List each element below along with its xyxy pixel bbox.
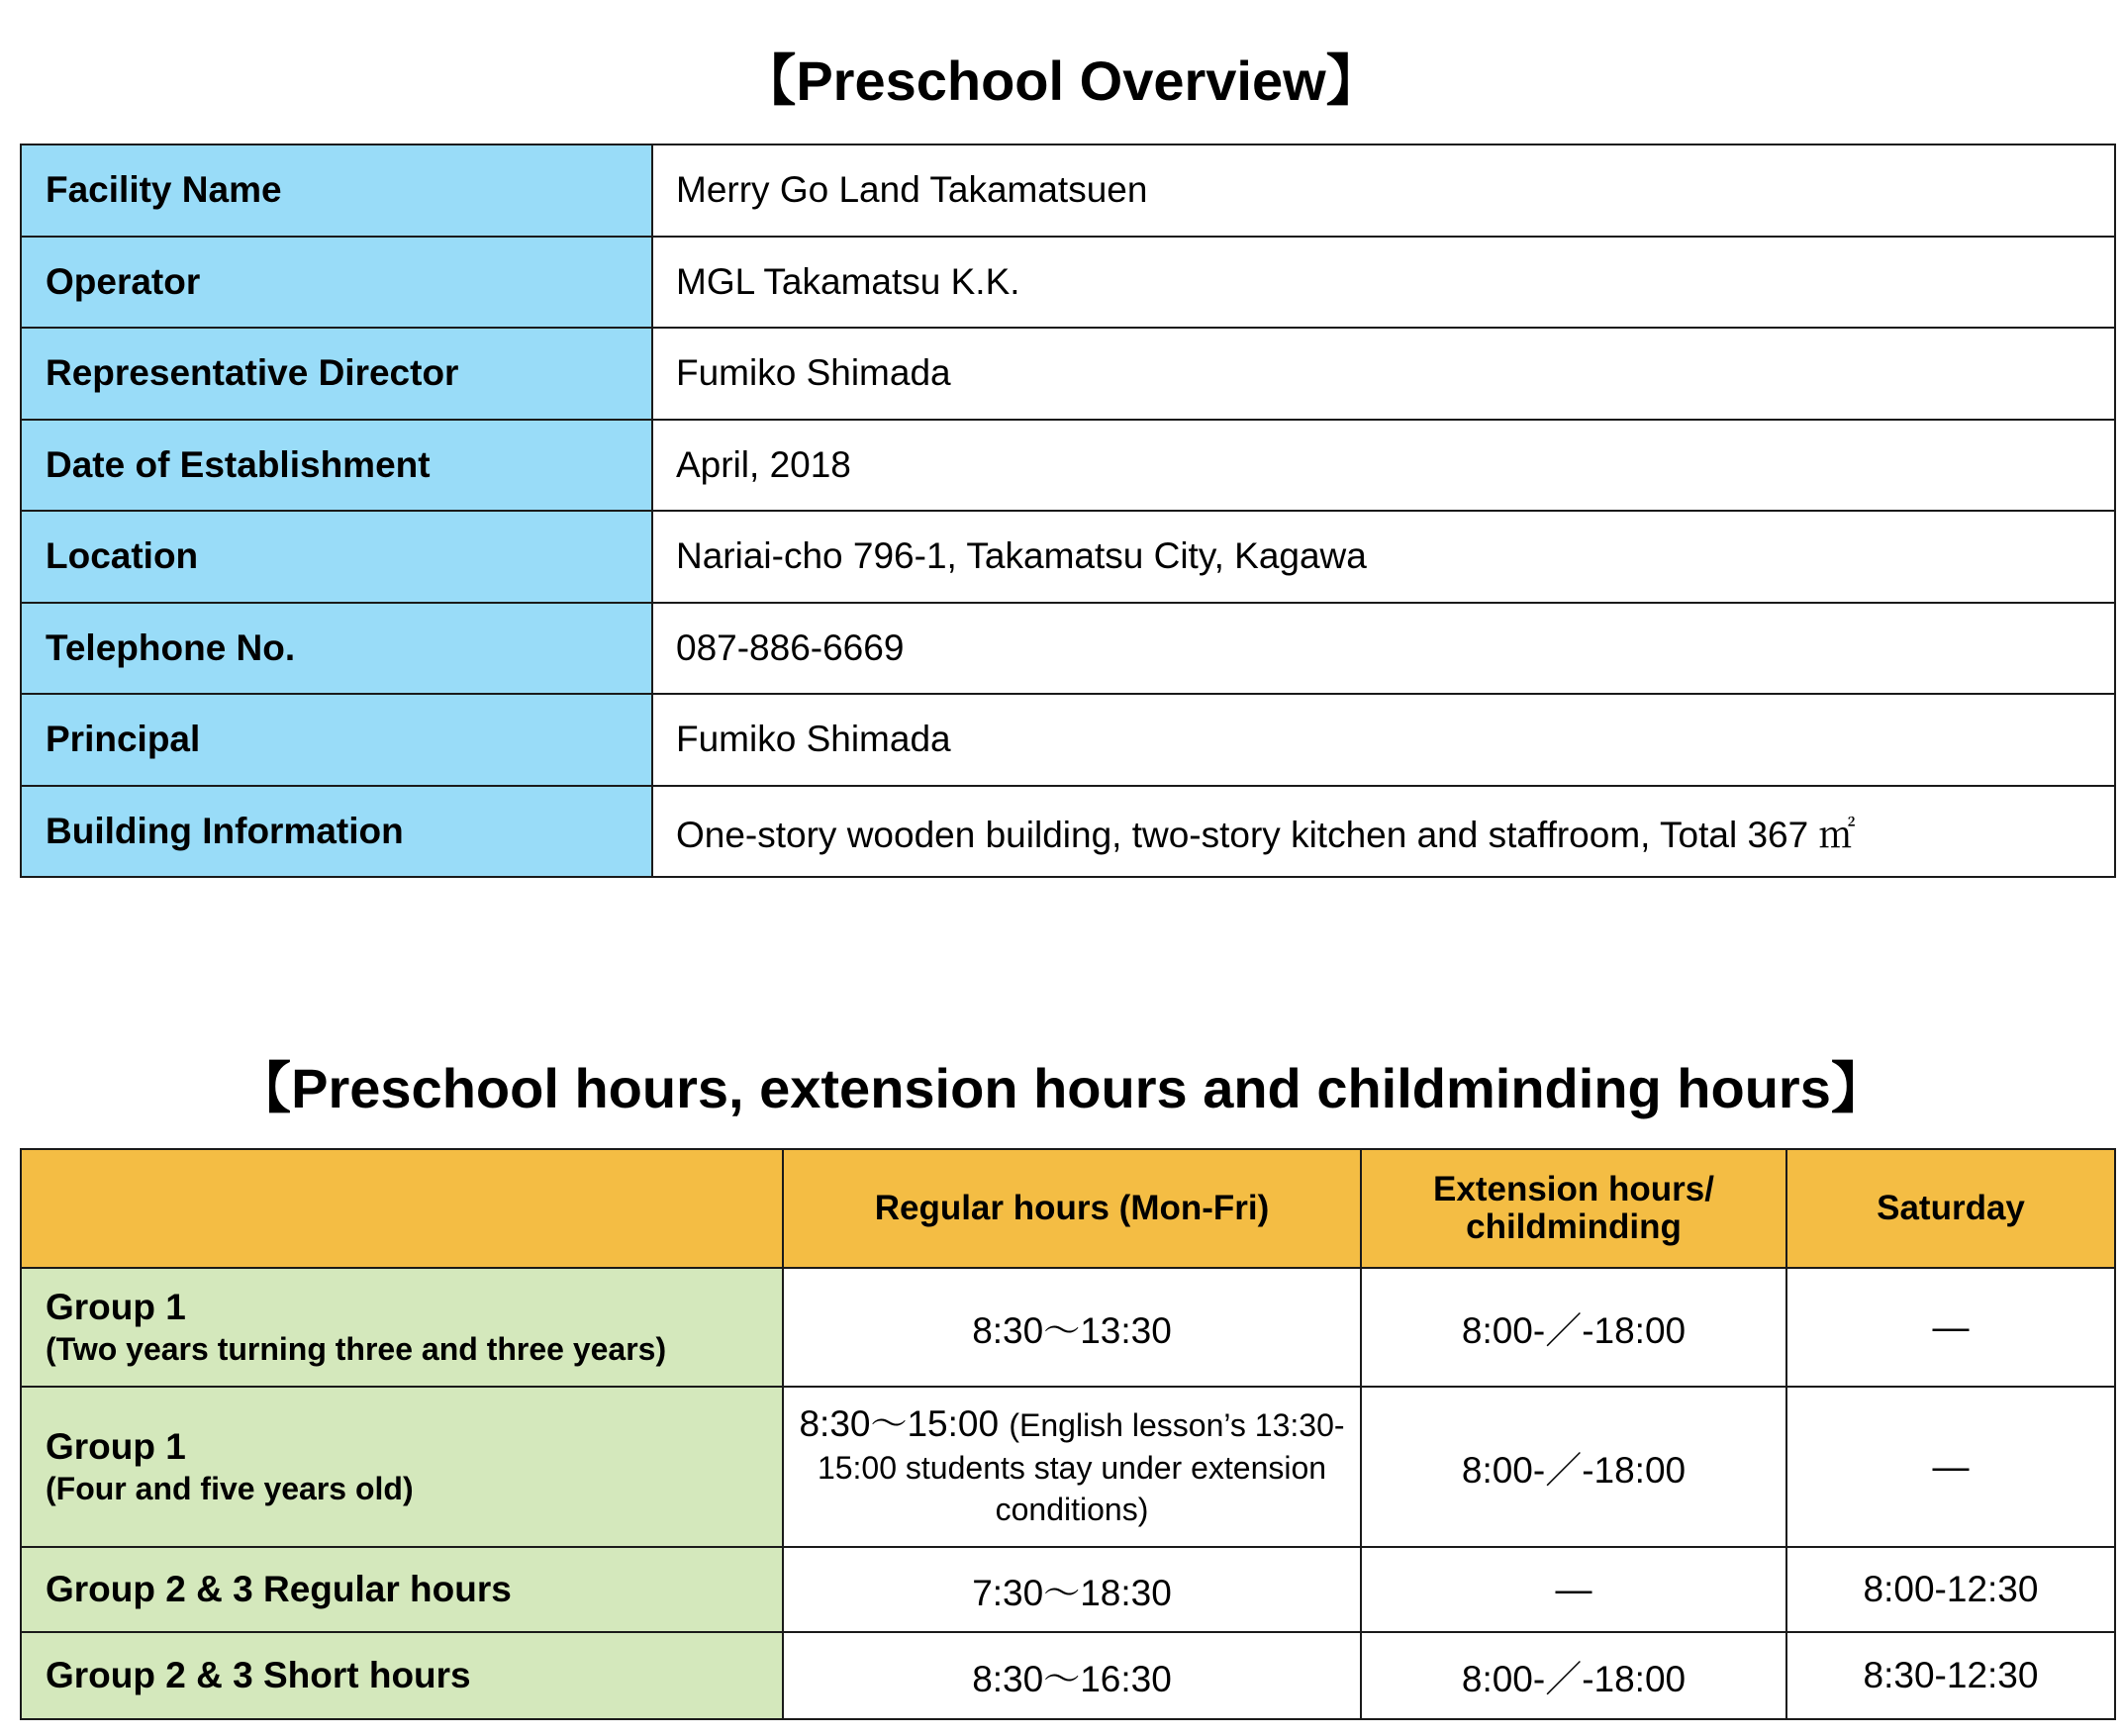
overview-value: April, 2018 — [652, 420, 2115, 512]
overview-row-principal — [21, 694, 2115, 786]
overview-label: Operator — [21, 237, 652, 329]
hours-cell-extension: 8:00-／-18:00 — [1361, 1632, 1786, 1719]
hours-row-label — [21, 1387, 783, 1547]
overview-value: Fumiko Shimada — [652, 694, 2115, 786]
hours-row-label-main: Group 1 — [46, 1286, 186, 1327]
hours-header-saturday: Saturday — [1786, 1149, 2115, 1268]
hours-cell-regular: 7:30～18:30 — [783, 1547, 1361, 1632]
overview-label: Representative Director — [21, 328, 652, 420]
hours-row-label-main: Group 2 & 3 Short hours — [46, 1654, 471, 1695]
overview-row-facility-name — [21, 145, 2115, 237]
hours-row-label-main: Group 2 & 3 Regular hours — [46, 1568, 512, 1609]
hours-header-regular: Regular hours (Mon-Fri) — [783, 1149, 1361, 1268]
overview-label: Date of Establishment — [21, 420, 652, 512]
overview-label: Principal — [21, 694, 652, 786]
overview-row-building-information — [21, 786, 2115, 878]
hours-header-row — [21, 1149, 2115, 1268]
hours-row-label — [21, 1268, 783, 1387]
hours-cell-saturday: ― — [1786, 1268, 2115, 1387]
hours-header-extension: Extension hours/ childminding — [1361, 1149, 1786, 1268]
overview-row-representative-director — [21, 328, 2115, 420]
overview-value: Fumiko Shimada — [652, 328, 2115, 420]
hours-header-blank — [21, 1149, 783, 1268]
overview-label: Location — [21, 511, 652, 603]
hours-cell-regular: 8:30～16:30 — [783, 1632, 1361, 1719]
hours-row-group23-short — [21, 1632, 2115, 1719]
hours-cell-saturday: ― — [1786, 1387, 2115, 1547]
overview-value: Merry Go Land Takamatsuen — [652, 145, 2115, 237]
overview-row-telephone — [21, 603, 2115, 695]
hours-row-group23-regular — [21, 1547, 2115, 1632]
overview-label: Telephone No. — [21, 603, 652, 695]
hours-cell-saturday: 8:30-12:30 — [1786, 1632, 2115, 1719]
hours-cell-regular — [783, 1387, 1361, 1547]
hours-row-label-sub: (Two years turning three and three years) — [46, 1331, 667, 1368]
hours-cell-saturday: 8:00-12:30 — [1786, 1547, 2115, 1632]
overview-row-location — [21, 511, 2115, 603]
hours-row-label-sub: (Four and five years old) — [46, 1471, 414, 1507]
hours-cell-extension: ― — [1361, 1547, 1786, 1632]
hours-table — [20, 1148, 2116, 1720]
hours-row-label-main: Group 1 — [46, 1425, 186, 1467]
overview-row-operator — [21, 237, 2115, 329]
overview-title: 【Preschool Overview】 — [740, 49, 1382, 112]
hours-row-label — [21, 1547, 783, 1632]
hours-cell-regular-note: (English lesson’s 13:30-15:00 students stay under extension conditions) — [817, 1407, 1345, 1528]
overview-value: Nariai-cho 796-1, Takamatsu City, Kagawa — [652, 511, 2115, 603]
hours-title: 【Preschool hours, extension hours and childminding hours】 — [236, 1057, 1886, 1119]
hours-row-label — [21, 1632, 783, 1719]
overview-row-date-of-establishment — [21, 420, 2115, 512]
hours-cell-regular-wrap — [784, 1403, 1360, 1530]
overview-label: Building Information — [21, 786, 652, 878]
hours-cell-regular-time: 8:30～15:00 — [799, 1403, 1000, 1445]
hours-cell-extension: 8:00-／-18:00 — [1361, 1387, 1786, 1547]
hours-row-group1-older — [21, 1387, 2115, 1547]
hours-cell-extension: 8:00-／-18:00 — [1361, 1268, 1786, 1387]
overview-value: One-story wooden building, two-story kitchen and staffroom, Total 367 ㎡ — [652, 786, 2115, 878]
overview-value: MGL Takamatsu K.K. — [652, 237, 2115, 329]
overview-table — [20, 144, 2116, 878]
overview-label: Facility Name — [21, 145, 652, 237]
hours-row-group1-younger — [21, 1268, 2115, 1387]
overview-value: 087-886-6669 — [652, 603, 2115, 695]
hours-cell-regular: 8:30～13:30 — [783, 1268, 1361, 1387]
